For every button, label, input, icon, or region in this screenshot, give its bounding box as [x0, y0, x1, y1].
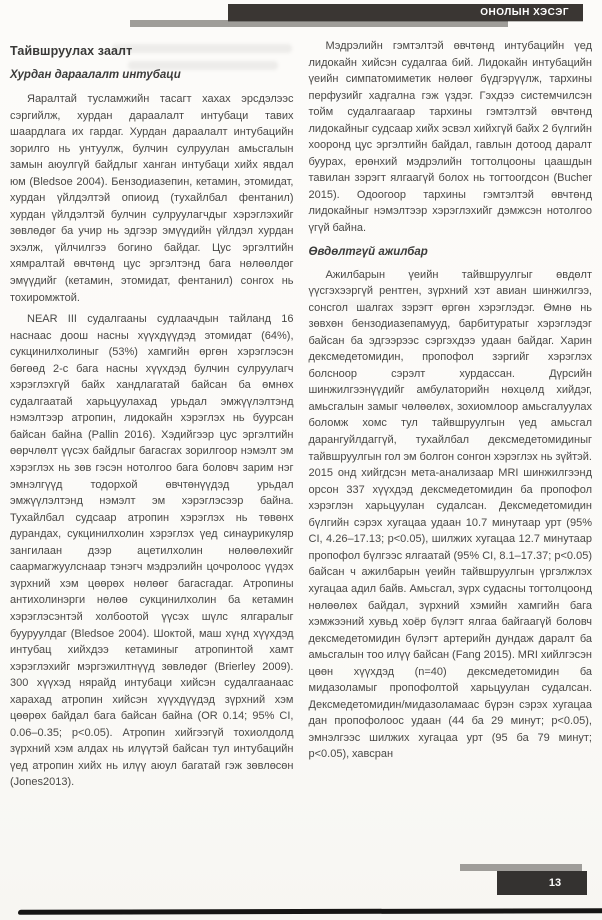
right-column — [309, 38, 593, 796]
header-section-label: ОНОЛЫН ХЭСЭГ — [480, 6, 569, 18]
header-bar — [228, 4, 583, 21]
section-title: Тайвшруулах заалт — [10, 44, 133, 58]
page-number: 13 — [548, 876, 562, 889]
footer-accent-bar — [460, 864, 582, 871]
left-column — [10, 38, 294, 796]
header-accent-bar — [130, 20, 508, 27]
subsection-title-rapid-sequence-intubation: Хурдан дараалалт интубаци — [10, 69, 181, 81]
page-bottom-scan-edge — [18, 908, 602, 915]
subsection-title-painless-procedure: Өвдөлтгүй ажилбар — [308, 245, 428, 258]
body-paragraph: Мэдрэлийн гэмтэлтэй өвчтөнд интубацийн үед лидокайн хийсэн судалгаа бий. Лидокайн интубацийн үеийн симпатомиметик нөлөөг бүдгэрүүлж, тархины перфузийг хадгална гэж үздэг. Гэхдээ системчилсэн тойм судалгаагаар тархины гэмтэлтэй өвчтөнд лидокайныг судсаар хийх эсвэл хийхгүй байх 2 бүлгийн хооронд цус эргэлтийн байдал, гавлын дотоод даралт буурах, ерөнхий мэдрэлийн тогтолцооны цаашдын тавилан зэрэгт ялгаагүй болох нь тогтоогдсон (Bucher 2015). Одоогоор тархины гэмтэлтэй өвчтөнд лидокайныг нэмэлтээр хэрэглэхийг дэмжсэн нотолгоо үгүй байна. — [308, 40, 592, 235]
page-number-bar — [497, 871, 587, 895]
body-paragraph: Яаралтай тусламжийн тасагт хахах эрсдэлээс сэргийлж, хурдан дараалалт интубаци тавих шаардлага их гардаг. Хурдан дараалалт интубацийн зорилго нь унтуулж, булчин сулруулан амьсгалын замын аюулгүй байдлыг ханган интубаци хийх явдал юм (Bledsoe 2004). Бензодиазепин, кетамин, этомидат, хурдан үйлдэлтэй опиоид (тухайлбал фентанил) хурдан үйлдэлтэй булчин сулруулагчдыг хэрэглэхийг зөвлөдөг ба учир нь эдгээр эмүүдийн үйлдэл хурдан эхэлж, үйлчилгээ богино байдаг. Цус эргэлтийн хямралтай өвчтөнд цус эргэлтэнд бага нөлөөлдөг эмүүдийг (кетамин, этомидат, фентанил) сонгох нь тохиромжтой. — [10, 93, 294, 304]
two-column-text-area — [10, 38, 592, 796]
body-paragraph: Ажилбарын үеийн тайвшруулгыг өвдөлт үүсгэхээргүй рентген, зүрхний хэт авиан шинжилгээ, сонсгол шалгах зэрэгт өргөн хэрэглэдэг. Өмнө нь зөвхөн бензодиазепамууд, барбитуратыг хэрэглэдэг байсан ба эдгээрээс сэргэхдээ удаан байдаг. Харин дексмедетомидин, пропофол зэргийг хэрэглэх болсноор сэрэлт хурдассан. Дүрсийн шинжилгээнүүдийг амбулаторийн нөхцөлд хийдэг, амьсгалын замыг чөлөөлөх, зохиомлоор амьсгалуулах боломж хомс тул тайвшруулгын үед амьсгал дарангуйлдаггүй, тухайлбал дексмедетомидиныг тайвшруулгын гол эм болгон сонгон хэрэглэх нь зүйтэй. 2015 онд хийгдсэн мета-анализаар MRI шинжилгээнд орсон 337 хүүхдэд дексмедетомидин ба пропофол хэрэглэн харьцуулан судалсан. Дексмедетомидин бүлгийн сэрэх хугацаа удаан 10.7 минутаар урт (95% CI, 4.26–17.13; p<0.05), шилжих хугацаа 12.7 минутаар пропофол бүлгээс ялгаатай (95% CI, 8.1–17.37; p<0.05) байсан ч ажилбарын үеийн тайвшруулгын үргэлжлэх хугацаа адил байв. Амьсгал, зүрх судасны тогтолцоонд нөлөөлөх байдал, зүрхний хэмийн хамгийн бага хэмжээний хувьд хоёр бүлэгт ялгаа байгаагүй боловч дексмедетомидин бүлэгт артерийн дундаж даралт ба амьсгалын тоо илүү байсан (Fang 2015). MRI хийлгэсэн цөөн хүүхдэд (n=40) дексмедетомидин ба мидазоламыг пропофолтой харьцуулан судалсан. Дексмедетомидин/мидазоламаас бүрэн сэрэх хугацаа дан пропофолоос удаан (44 ба 29 минут; p<0.05), эмнэлгээс шилжих хугацаа урт (95 ба 79 минут; p<0.05), хавсран — [308, 268, 592, 761]
body-paragraph: NEAR III судалгааны судлаачдын тайланд 16 наснаас доош насны хүүхдүүдэд этомидат (64%), сукцинилхолиныг (53%) хамгийн өргөн хэрэглэсэн бөгөөд 2-с бага насны хүүхдэд булчин сулруулагч хэрэглэхгүй байх хандлагатай байсан ба өмнөх судалгаатай харьцуулахад урьдал эмжүүлэлтэнд нэмэлтээр атропин, лидокайн хэрэглэх нь буурсан байсан байна (Pallin 2016). Хэдийгээр цус эргэлтийн өөрчлөлт үүсэх байдлыг багасгах зорилгоор нэмэлт эм хэрэглэх нь зөв гэсэн нотолгоо бага боловч зарим нэг эмнэлгүүд тодорхой өвчтөнүүдэд урьдал эмжүүлэлтэнд нэмэлт эм хэрэглэсээр байна. Тухайлбал судсаар атропин хэрэглэх нь төвөнх дурандах, сукцинилхолин хэрэглэх үед синаурикуляр зангилаан дээр ацетилхолин нөлөөлөхийг саармагжуулснаар тэнэгч мэдрэлийн цочролоос үүдэх зүрхний хэм цөөрөх нөлөөг багасгадаг. Атропины антихолинэрги нөлөө сукцинилхолин ба кетамин хэрэглэсэнтэй холбоотой үүсэх шүлс ялгаралыг бууруулдаг (Bledsoe 2004). Шоктой, маш хүнд хүүхдэд интубац хийхдээ кетаминыг атропинтой хамт хэрэглэхийг мэргэжилтнүүд зөвлөдөг (Brierley 2009). 300 хүүхэд нярайд интубаци хийсэн судалгаанаас харахад атропин хийсэн хүүхдүүдэд зүрхний хэм цөөрөх байдал бага байсан байна (OR 0.14; 95% CI, 0.06–0.35; p<0.05). Атропин хийгээгүй тохиолдолд зүрхний хэм алдах нь илүүтэй байсан тул интубацийн үед атропин хийх нь илүү аюул багатай гэж зөвлөсөн (Jones2013). — [10, 313, 294, 789]
